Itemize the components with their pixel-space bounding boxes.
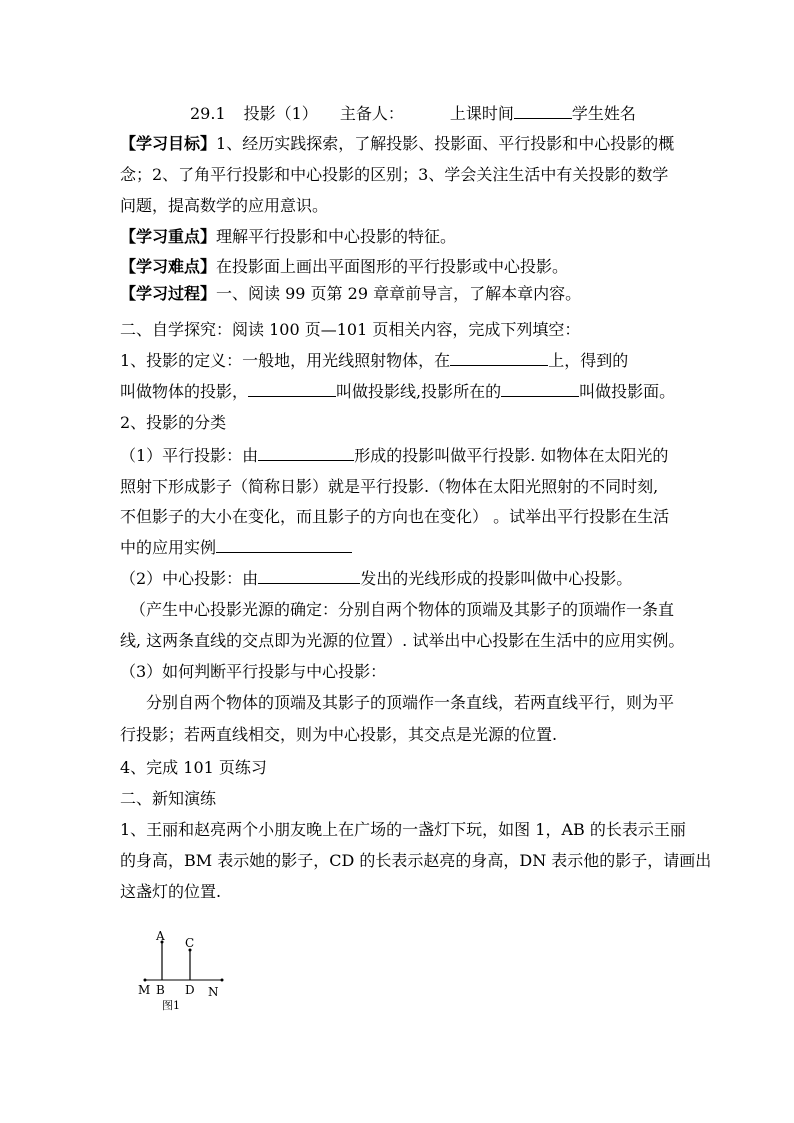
key-point-label: 【学习重点】 [120,227,217,246]
definition-blank-2[interactable] [248,382,336,397]
definition-blank-3[interactable] [501,382,579,397]
definition-line-1 [120,351,690,371]
self-study-heading: 二、自学探究：阅读 100 页—101 页相关内容，完成下列填空： [120,320,581,339]
definition-text-e: 叫做投影面。 [579,382,676,401]
central-text-a: （2）中心投影：由 [120,569,259,588]
central-line-2: （产生中心投影光源的确定：分别自两个物体的顶端及其影子的顶端作一条直 [130,600,675,619]
objectives-line-2: 念；2、了角平行投影和中心投影的区别；3、学会关注生活中有关投影的数学 [120,165,669,184]
objectives-line-3: 问题，提高数学的应用意识。 [120,196,329,215]
judge-line-1: 分别自两个物体的顶端及其影子的顶端作一条直线，若两直线平行，则为平 [146,693,675,712]
central-text-b: 发出的光线形成的投影叫做中心投影。 [360,569,633,588]
objectives-label: 【学习目标】 [120,134,217,153]
definition-blank-1[interactable] [450,351,548,366]
central-line-3: 线, 这两条直线的交点即为光源的位置）. 试举出中心投影在生活中的应用实例。 [120,631,685,650]
definition-line-2 [120,382,690,402]
figure-caption: 图1 [162,999,180,1012]
practice-heading: 二、新知演练 [120,789,217,808]
objectives-line-1 [120,134,690,154]
label-c: C [185,936,195,950]
process-label: 【学习过程】 [120,284,217,303]
key-point-line [120,227,690,247]
label-d: D [185,983,195,997]
question-1-line-2: 的身高，BM 表示她的影子，CD 的长表示赵亮的身高，DN 表示他的影子，请画出 [120,851,712,870]
definition-text-d: 叫做投影线,投影所在的 [336,382,502,401]
label-n: N [208,985,219,999]
key-point-text: 理解平行投影和中心投影的特征。 [216,227,457,246]
central-blank[interactable] [258,569,360,584]
difficulty-text: 在投影面上画出平面图形的平行投影或中心投影。 [216,257,569,276]
definition-text-a: 1、投影的定义：一般地，用光线照射物体，在 [120,351,451,370]
parallel-blank[interactable] [258,446,354,461]
parallel-text-b: 形成的投影叫做平行投影. 如物体在太阳光的 [354,446,669,465]
class-time-blank[interactable] [514,104,572,119]
label-m: M [138,983,151,997]
label-b: B [156,983,165,997]
section-number: 29.1 [190,104,226,123]
class-time-label: 上课时间 [449,104,514,123]
label-a: A [156,929,165,943]
question-1-line-1: 1、王丽和赵亮两个小朋友晚上在广场的一盏灯下玩，如图 1，AB 的长表示王丽 [120,820,686,839]
parallel-line-1 [120,446,690,466]
topic-title: 投影（1） [243,104,318,123]
judge-line-2: 行投影；若两直线相交，则为中心投影，其交点是光源的位置. [120,725,558,744]
figure-1-diagram [130,925,240,1020]
parallel-line-3: 不但影子的大小在变化，而且影子的方向也在变化） 。试举出平行投影在生活 [120,507,670,526]
central-line-1 [120,569,690,589]
difficulty-label: 【学习难点】 [120,257,217,276]
classification-heading: 2、投影的分类 [120,413,227,432]
point-n [221,979,224,982]
objectives-text-1: 1、经历实践探索，了解投影、投影面、平行投影和中心投影的概 [216,134,675,153]
page-title [190,104,760,124]
parallel-line-2: 照射下形成影子（简称日影）就是平行投影.（物体在太阳光照射的不同时刻, [120,477,659,496]
definition-text-b: 上，得到的 [548,351,629,370]
difficulty-line [120,257,690,277]
parallel-text-a: （1）平行投影：由 [120,446,259,465]
point-m [144,979,147,982]
process-text: 一、阅读 99 页第 29 章章前导言，了解本章内容。 [216,284,582,303]
student-name-label: 学生姓名 [571,104,636,123]
parallel-text-example: 中的应用实例 [120,538,217,557]
definition-text-c: 叫做物体的投影， [120,382,249,401]
exercise-line: 4、完成 101 页练习 [120,758,267,777]
preparer-label: 主备人： [339,104,404,123]
parallel-example-blank[interactable] [216,538,352,553]
question-1-line-3: 这盏灯的位置. [120,882,222,901]
process-line [120,284,690,304]
judge-heading: （3）如何判断平行投影与中心投影： [120,662,387,681]
parallel-line-4 [120,538,690,558]
